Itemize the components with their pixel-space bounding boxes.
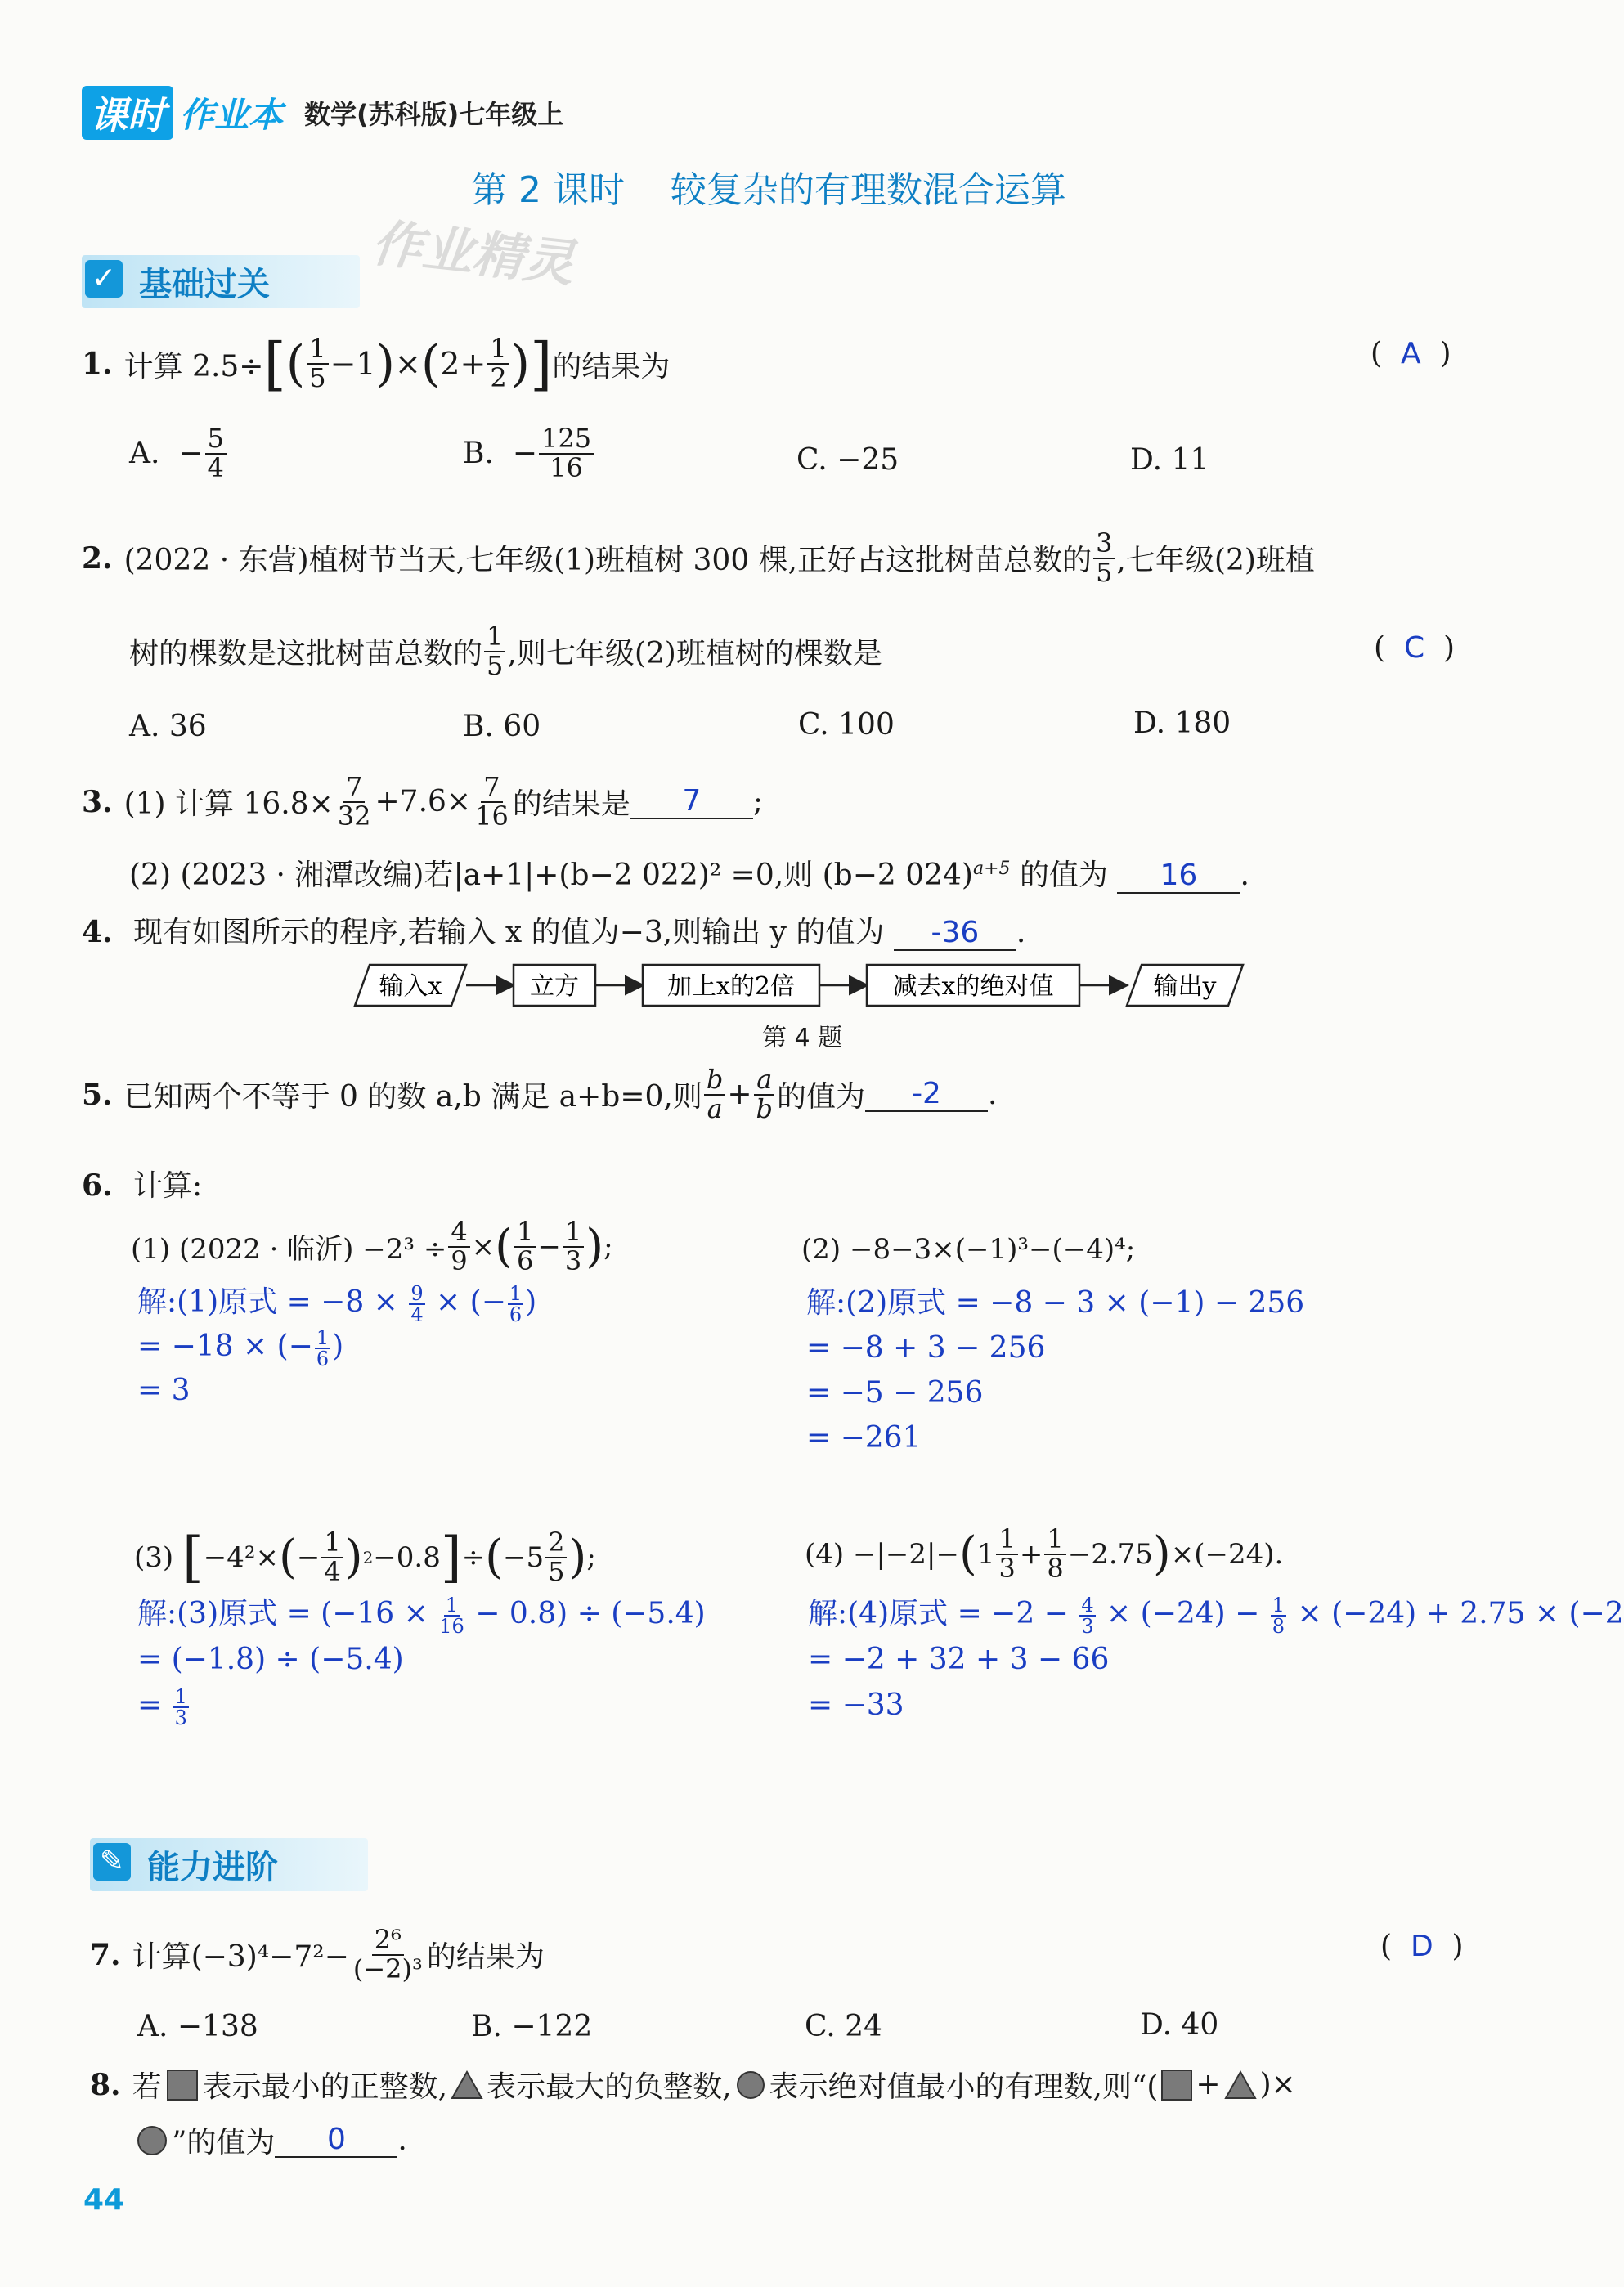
pencil-icon: ✎ <box>93 1843 131 1881</box>
q2-option-d: D. 180 <box>1133 706 1231 740</box>
flow-step-5: 输出y <box>1153 972 1217 1001</box>
q7-answer-paren: ( D ) <box>1380 1930 1464 1963</box>
q7-text-b: 的结果为 <box>426 1940 545 1975</box>
q6-p2-problem: (2) −8−3×(−1)³−(−4)⁴; <box>801 1233 1136 1266</box>
q7-option-c: C. 24 <box>805 2010 882 2043</box>
q6-number: 6. <box>82 1168 113 1203</box>
q2-number: 2. <box>82 540 113 576</box>
q6-p4-label: (4) −|−2|− <box>805 1537 959 1571</box>
lesson-title: 第 2 课时 较复杂的有理数混合运算 <box>471 169 1066 211</box>
section-advanced-title: 能力进阶 <box>147 1849 278 1886</box>
q8-line2: ”的值为 0 . <box>136 2119 407 2161</box>
q8-text-e: )× <box>1259 2068 1296 2101</box>
triangle-icon <box>451 2070 483 2100</box>
q1-option-c: C. −25 <box>796 443 899 477</box>
q7-option-a: A. −138 <box>137 2010 258 2043</box>
q2-line2: 树的棵数是这批树苗总数的 $\frac{1}{5}$ ,则七年级(2)班植树的棵数是 <box>129 621 882 681</box>
q3-p2-a: (2) (2023 · 湘潭改编)若|a+1|+(b−2 022)² =0,则 (b−2 024) <box>129 859 973 892</box>
q5-text-a: 已知两个不等于 0 的数 a,b 满足 a+b=0,则 <box>123 1080 702 1114</box>
q8-answer: 0 <box>275 2123 397 2158</box>
q8-text-f: ”的值为 <box>172 2126 276 2159</box>
q3-p2-exponent: a+5 <box>972 859 1011 879</box>
q1-stem <box>82 330 671 397</box>
q6-p3-sol-line3: = $\frac{1}{3}$ <box>137 1685 187 1729</box>
q1-option-a-label: A. <box>129 437 160 471</box>
q8-text-b: 表示最小的正整数, <box>202 2070 448 2104</box>
q3-p1-c: 的结果是 <box>512 787 630 822</box>
q8-line1: 8. 若 表示最小的正整数, 表示最大的负整数, 表示绝对值最小的有理数,则“( + )× <box>90 2064 1296 2105</box>
q3-p2-b: 的值为 <box>1010 859 1108 892</box>
q2-option-b: B. 60 <box>463 710 541 743</box>
page-number: 44 <box>83 2183 125 2217</box>
section-basic-title: 基础过关 <box>139 266 270 303</box>
q6-p4-sol-line2: = −2 + 32 + 3 − 66 <box>808 1643 1110 1676</box>
q2-option-c: C. 100 <box>798 708 895 742</box>
q5-number: 5. <box>82 1077 113 1112</box>
square-icon-2 <box>1161 2070 1192 2101</box>
q6-p3-label: (3) <box>134 1540 174 1574</box>
q5-answer: -2 <box>865 1078 988 1112</box>
flow-step-4: 减去x的绝对值 <box>892 972 1054 1001</box>
q6-p2-sol-line1: 解:(2)原式 = −8 − 3 × (−1) − 256 <box>806 1286 1305 1320</box>
q6-p1-sol-line3: = 3 <box>137 1374 191 1407</box>
q6-p1-sol-line1: 解:(1)原式 = −8 × $\frac{9}{4}$ × (− $\frac{1}{6}$ ) <box>137 1282 537 1326</box>
q6-p4-sol-line3: = −33 <box>808 1688 904 1722</box>
q6-p2-sol-line2: = −8 + 3 − 256 <box>806 1331 1046 1365</box>
triangle-icon-2 <box>1224 2070 1257 2100</box>
q6-p1-label: (1) (2022 · 临沂) −2³ ÷ <box>131 1233 447 1267</box>
q3-p2-answer: 16 <box>1117 859 1240 894</box>
q4-caption: 第 4 题 <box>762 1024 843 1052</box>
q8-text-c: 表示最大的负整数, <box>487 2070 732 2104</box>
flow-step-1: 输入x <box>379 972 442 1001</box>
q6-p2-sol-line4: = −261 <box>806 1421 922 1455</box>
q6-p3-solution <box>137 1591 706 1729</box>
q5-text-b: 的值为 <box>777 1080 866 1114</box>
q1-option-b-den: 16 <box>550 451 583 483</box>
q6-p1-problem: (1) (2022 · 临沂) −2³ ÷ $\frac{4}{9}$ × ( $\frac{1}{6}$ − $\frac{1}{3}$ ) ; <box>131 1216 613 1276</box>
q6-p4-problem: (4) −|−2|− ( 1 $\frac{1}{3}$ + $\frac{1}{8}$ −2.75 ) ×(−24). <box>805 1523 1284 1584</box>
q3-number: 3. <box>82 784 113 819</box>
q7-option-d: D. 40 <box>1140 2008 1219 2042</box>
q4-flowchart <box>352 958 1259 1016</box>
q6-stem <box>82 1163 202 1204</box>
q2-line1: 2. (2022 · 东营)植树节当天,七年级(1)班植树 300 棵,正好占这批树苗总数的 $\frac{3}{5}$ ,七年级(2)班植 <box>82 527 1315 588</box>
q2-option-a: A. 36 <box>129 710 207 743</box>
q6-p4-sol-line1: 解:(4)原式 = −2 − $\frac{4}{3}$ × (−24) − $\frac{1}{8}$ × (−24) + 2.75 × (−2 <box>808 1594 1624 1638</box>
q1-option-a-den: 4 <box>207 451 224 483</box>
header <box>82 88 563 137</box>
check-icon: ✓ <box>85 260 123 298</box>
q1-text-b: 的结果为 <box>552 349 671 383</box>
q4-number: 4. <box>82 915 113 949</box>
q1-option-a-num: 5 <box>205 425 227 455</box>
q1-text-a: 计算 2.5÷ <box>123 349 264 383</box>
q1-option-d: D. 11 <box>1130 443 1209 477</box>
q6-p3-sol-text3: = <box>137 1688 163 1722</box>
q7-option-b: B. −122 <box>471 2010 593 2043</box>
flow-step-3: 加上x的2倍 <box>666 972 796 1001</box>
q4-stem: 4. 现有如图所示的程序,若输入 x 的值为−3,则输出 y 的值为 -36 . <box>82 915 1026 949</box>
q2-line2-b: ,则七年级(2)班植树的棵数是 <box>507 637 882 671</box>
brand-logo-part2: 作业本 <box>180 95 284 135</box>
q6-p4-sol-text1: 解:(4)原式 = −2 − <box>808 1597 1069 1630</box>
q2-line1-text: (2022 · 东营)植树节当天,七年级(1)班植树 300 棵,正好占这批树苗总数的 <box>123 544 1092 578</box>
q2-answer-paren: ( C ) <box>1374 631 1456 665</box>
q4-answer: -36 <box>894 917 1016 951</box>
q3-p1-b: +7.6× <box>375 785 472 819</box>
q1-option-b-label: B. <box>463 437 494 471</box>
q1-option-a-sign: − <box>178 437 204 471</box>
q6-p3-sol-text2: − 0.8) ÷ (−5.4) <box>475 1597 706 1630</box>
q6-p1-solution <box>137 1280 536 1413</box>
q6-p4-sol-text2: × (−24) − <box>1106 1597 1260 1630</box>
q1-expression: [ ( $\frac{1}{5}$ −1 ) × ( 2+ $\frac{1}{2}$ ) ] <box>263 330 553 397</box>
section-basic-banner <box>82 255 360 308</box>
q6-p2-solution <box>806 1280 1304 1460</box>
q2-line2-a: 树的棵数是这批树苗总数的 <box>129 637 483 671</box>
q3-part2: (2) (2023 · 湘潭改编)若|a+1|+(b−2 022)² =0,则 (b−2 024)$^{a+5}$ 的值为 16 . <box>129 859 1249 892</box>
q1-option-a <box>129 425 228 482</box>
q4-text: 现有如图所示的程序,若输入 x 的值为−3,则输出 y 的值为 <box>133 916 885 949</box>
q1-answer: A <box>1400 337 1421 370</box>
section-advanced-banner <box>90 1838 368 1891</box>
q5-stem: 5. 已知两个不等于 0 的数 a,b 满足 a+b=0,则 $\frac{b}{a}$ + $\frac{a}{b}$ 的值为 -2 . <box>82 1064 998 1124</box>
q6-p1-sol-line2: = −18 × (− $\frac{1}{6}$ ) <box>137 1326 344 1370</box>
q7-number: 7. <box>90 1937 121 1972</box>
square-icon <box>167 2070 198 2101</box>
q6-p3-problem: (3) [ −4²× ( − $\frac{1}{4}$ ) 2 −0.8 ] ÷ ( −5 $\frac{2}{5}$ ) ; <box>134 1526 596 1589</box>
header-subject: 数学(苏科版)七年级上 <box>304 99 564 130</box>
q1-number: 1. <box>82 347 113 381</box>
q1-option-b-num: 125 <box>539 425 594 455</box>
q6-p1-sol-text2: = −18 × (− <box>137 1330 313 1363</box>
q8-text-a: 若 <box>132 2070 162 2104</box>
q6-p3-sol-text1: 解:(3)原式 = (−16 × <box>137 1597 428 1630</box>
q6-p1-sol-text1: 解:(1)原式 = −8 × <box>137 1285 398 1319</box>
q6-p4-sol-text3: × (−24) + 2.75 × (−2 <box>1297 1597 1624 1630</box>
q6-p2-sol-line3: = −5 − 256 <box>806 1376 984 1410</box>
q1-option-b <box>463 425 595 482</box>
q7-text-a: 计算(−3)⁴−7²− <box>132 1940 349 1975</box>
q2-line1-end: ,七年级(2)班植 <box>1116 544 1315 578</box>
q6-p3-sol-line2: = (−1.8) ÷ (−5.4) <box>137 1643 404 1676</box>
q1-answer-paren: ( A ) <box>1371 337 1451 370</box>
circle-icon <box>735 2070 766 2101</box>
q3-p1-answer: 7 <box>630 785 753 819</box>
q3-part1: 3. (1) 计算 16.8× $\frac{7}{32}$ +7.6× $\frac{7}{16}$ 的结果是 7 ; <box>82 771 763 832</box>
watermark: 作业精灵 <box>369 213 577 294</box>
q8-number: 8. <box>90 2067 121 2102</box>
q7-answer: D <box>1410 1930 1433 1963</box>
flow-step-2: 立方 <box>530 972 579 1001</box>
circle-icon-2 <box>136 2124 168 2157</box>
q3-p1-a: (1) 计算 16.8× <box>123 787 334 822</box>
brand-logo-part1: 课时 <box>82 86 173 140</box>
q8-text-d: 表示绝对值最小的有理数,则“( <box>769 2070 1159 2104</box>
q6-p3-sol-line1: 解:(3)原式 = (−16 × $\frac{1}{16}$ − 0.8) ÷ (−5.4) <box>137 1594 706 1638</box>
q7-stem: 7. 计算(−3)⁴−7²− $\frac{\text{2⁶}}{\text{(−2)³}}$ 的结果为 <box>90 1924 545 1984</box>
q1-option-b-sign: − <box>512 437 537 471</box>
q2-answer: C <box>1403 631 1425 665</box>
q6-p4-solution <box>808 1591 1624 1729</box>
q6-title: 计算: <box>133 1169 203 1203</box>
